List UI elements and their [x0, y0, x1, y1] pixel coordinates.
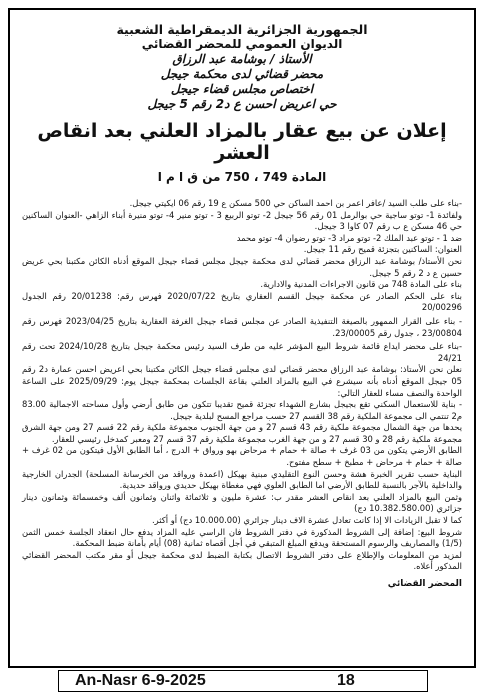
paragraph-deposit: -بناء على محضر ايداع قائمة شروط البيع المؤشر عليه من طرف السيد رئيس محكمة جيجل بتاريخ 2024/10/28 تحت رقم 24/21 — [22, 341, 462, 363]
paragraph-defendants-address: العنوان: الساكنين بتجزئة قميح رقم 11 جيجل. — [303, 244, 462, 255]
announcement-title: إعلان عن بيع عقار بالمزاد العلني بعد انقاص العشر — [37, 120, 447, 164]
header-line-bailiff-court: محضر قضائي لدى محكمة جيجل — [160, 67, 324, 81]
paragraph-auction-notice: نعلن نحن الأستاذ: بوشامة عبد الرزاق محضر قضائي لدى مجلس قضاء جيجل الكائن مكتبنا بحي اعريض احسن عمارة د2 رقم 05 جيجل الموقع أدناه بأنه سيشرع في البيع بالمزاد العلني بقاعة الجلسات بمحكمة جيجل يوم: 2025/09/29 على الساعة الواحدة والنصف مساء للعقار التالي: — [22, 364, 462, 398]
header-line-bailiff-name: الأستاذ / بوشامة عبد الرزاق — [172, 52, 312, 66]
paragraph-legal-article: بناء على المادة 748 من قانون الاجراءات المدنية والادارية. — [260, 279, 462, 290]
header-line-office: الديوان العمومي للمحضر القضائي — [141, 37, 343, 51]
paragraph-price: وثمن البيع بالمزاد العلني بعد انقاص العشر مقدر ب: عشرة مليون و ثلاثمائة واثنان وثمانون ألف وخمسمائة وثمانون دينار جزائري (10.382.580.00 دج) — [22, 491, 462, 514]
page-number: 18 — [337, 672, 355, 689]
paragraph-beneficiaries: ولفائدة 1- توتو ساجية حي بوالرمل 01 رقم 56 جيجل 2- توتو الربيع 3 - توتو منير 4- توتو منيرة أبناء الزاهي -العنوان الساكنين حي 46 مسكن ع ب رقم 07 كاوا 3 جيجل. — [22, 209, 463, 232]
paragraph-decision: - بناء على القرار الممهور بالصيغة التنفيذية الصادر عن مجلس قضاء جيجل الغرفة العقارية بتاريخ 2023/04/25 فهرس رقم 23/00804 ، جدول رقم 23/00005. — [22, 315, 463, 338]
announcement-subtitle: المادة 749 ، 750 من ق ا م ا — [157, 170, 327, 184]
header-line-address: حي اعريض احسن ع د2 رقم 5 جيجل — [147, 97, 337, 111]
paragraph-structure: البناية حسب تقرير الخبرة هشة وحسن النوع التقليدي مبنية بهيكل (اعمدة ورواقد من الخرسانة المسلحة) الجدران الخارجية والداخلية بالآجر بالنسبة للطابق الأرضي اما الطابق العلوي فهي مغطاة بهيكل حديدي ورواقد حديدية. — [22, 468, 462, 491]
paragraph-boundaries: يحدها من جهة الشمال مجموعة ملكية رقم 43 قسم 27 و من جهة الجنوب مجموعة ملكية رقم 22 قسم 27 ومن جهة الشرق مجموعة ملكية رقم 28 و 30 قسم 27 و من جهة الغرب مجموعة ملكية رقم 37 قسم 27 ومعبر كمدخل رئيسي للعقار. — [22, 422, 463, 444]
legal-announcement — [8, 8, 476, 668]
paragraph-floors: الطابق الأرضي يتكون من 03 غرف + صالة + حمام + مرحاض بهو ورواق + الدرج ، أما الطابق الأول فيتكون من 02 غرف + صالة + حمام + مرحاض + مطبخ + سطح مفتوح. — [22, 445, 462, 468]
paragraph-increments: كما لا تقبل الزيادات الا إذا كانت تعادل عشرة الاف دينار جزائري (10.000.00 دج) أو أكثر. — [151, 515, 462, 526]
paragraph-sale-conditions: شروط البيع: إضافة إلى الشروط المذكورة في دفتر الشروط فان الراسي عليه المزاد يدفع حال انعقاد الجلسة خمس الثمن (1/5) والمصاريف والرسوم المستحقة ويدفع المبلغ المتبقي في أجل أقصاه ثمانية (08) أيام بأمانة ضبط المحكمة. — [22, 526, 462, 549]
paragraph-property: - بناية للاستعمال السكني تقع بجيجل بشارع الشهداء تجزئة قميح تقديبا تتكون من طابق أرضي وأول مساحته الاجمالية 83.00 م2 تنتمي الى مجموعة الملكية رقم 38 القسم 27 حسب مراجع المسح لبلدية جيجل. — [22, 399, 462, 421]
header-line-jurisdiction: اختصاص مجلس قضاء جيجل — [170, 82, 314, 96]
paragraph-judgment: بناء على الحكم الصادر عن محكمة جيجل القسم العقاري بتاريخ 2020/07/22 فهرس رقم: 20/01238 رقم الجدول 20/00296 — [22, 290, 462, 313]
paragraph-defendants: ضد 1 - توتو عبد الملك 2- توتو مراد 3- توتو رضوان 4- توتو محمد — [236, 232, 462, 243]
announcement-header — [22, 22, 462, 112]
signature: المحضر القضائي — [387, 579, 462, 589]
newspaper-name-date: An-Nasr 6-9-2025 — [75, 672, 206, 689]
announcement-body — [22, 198, 462, 589]
paragraph-bailiff: نحن الأستاذ/ بوشامة عبد الرزاق محضر قضائي لدى محكمة جيجل مجلس قضاء جيجل الموقع أدناه الكائن مكتبنا بحي عريض حسين ع د 2 رقم 5 جيجل. — [22, 255, 462, 278]
header-line-republic: الجمهورية الجزائرية الديمقراطية الشعبية — [116, 22, 368, 37]
paragraph-requester: -بناء على طلب السيد /عافر اعمر بن احمد الساكن حي 500 مسكن ع 19 رقم 06 ايكيتي جيجل. — [129, 198, 462, 208]
page-footer — [58, 670, 428, 692]
paragraph-more-info: لمزيد من المعلومات والإطلاع على دفتر الشروط الاتصال بكتابة الضبط لدى محكمة جيجل أو مقر مكتب المحضر القضائي المذكور أعلاه. — [22, 549, 462, 572]
